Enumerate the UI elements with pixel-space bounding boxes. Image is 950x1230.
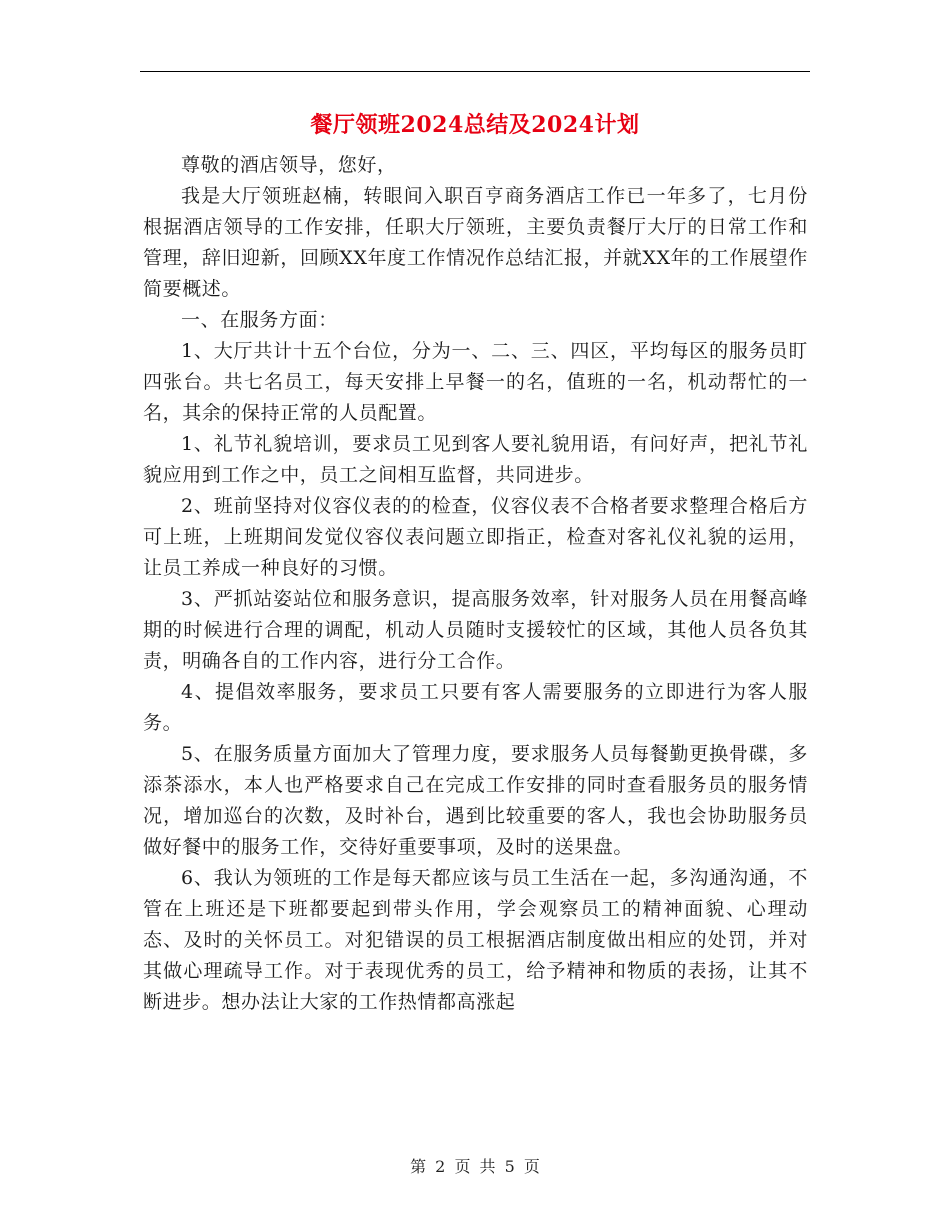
paragraph-item: 1、大厅共计十五个台位，分为一、二、三、四区，平均每区的服务员盯四张台。共七名员工，每天安排上早餐一的名，值班的一名，机动帮忙的一名，其余的保持正常的人员配置。 [143,340,808,424]
header-rule [140,71,810,72]
paragraph-item: 3、严抓站姿站位和服务意识，提高服务效率，针对服务人员在用餐高峰期的时候进行合理的调配，机动人员随时支援较忙的区域，其他人员各负其责，明确各自的工作内容，进行分工合作。 [143,588,808,672]
document-title: 餐厅领班2024总结及2024计划 [310,112,640,138]
document-body [143,150,808,1018]
paragraph-greeting: 尊敬的酒店领导，您好， [181,154,397,176]
paragraph-item: 6、我认为领班的工作是每天都应该与员工生活在一起，多沟通沟通，不管在上班还是下班都要起到带头作用，学会观察员工的精神面貌、心理动态、及时的关怀员工。对犯错误的员工根据酒店制度做出相应的处罚，并对其做心理疏导工作。对于表现优秀的员工，给予精神和物质的表扬，让其不断进步。想办法让大家的工作热情都高涨起 [143,867,808,1013]
paragraph-item: 4、提倡效率服务，要求员工只要有客人需要服务的立即进行为客人服务。 [143,681,808,734]
paragraph-intro: 我是大厅领班赵楠，转眼间入职百亨商务酒店工作已一年多了，七月份根据酒店领导的工作安排，任职大厅领班，主要负责餐厅大厅的日常工作和管理，辞旧迎新，回顾XX年度工作情况作总结汇报，并就XX年的工作展望作简要概述。 [143,185,808,300]
paragraph-item: 2、班前坚持对仪容仪表的的检查，仪容仪表不合格者要求整理合格后方可上班，上班期间发觉仪容仪表问题立即指正，检查对客礼仪礼貌的运用，让员工养成一种良好的习惯。 [143,495,808,579]
paragraph-item: 1、礼节礼貌培训，要求员工见到客人要礼貌用语，有问好声，把礼节礼貌应用到工作之中，员工之间相互监督，共同进步。 [143,433,808,486]
paragraph-item: 5、在服务质量方面加大了管理力度，要求服务人员每餐勤更换骨碟，多添茶添水，本人也严格要求自己在完成工作安排的同时查看服务员的服务情况，增加巡台的次数，及时补台，遇到比较重要的客人，我也会协助服务员做好餐中的服务工作，交待好重要事项，及时的送果盘。 [143,743,808,858]
section-heading-service: 一、在服务方面： [181,309,338,331]
page-number-footer: 第 2 页 共 5 页 [410,1157,540,1176]
